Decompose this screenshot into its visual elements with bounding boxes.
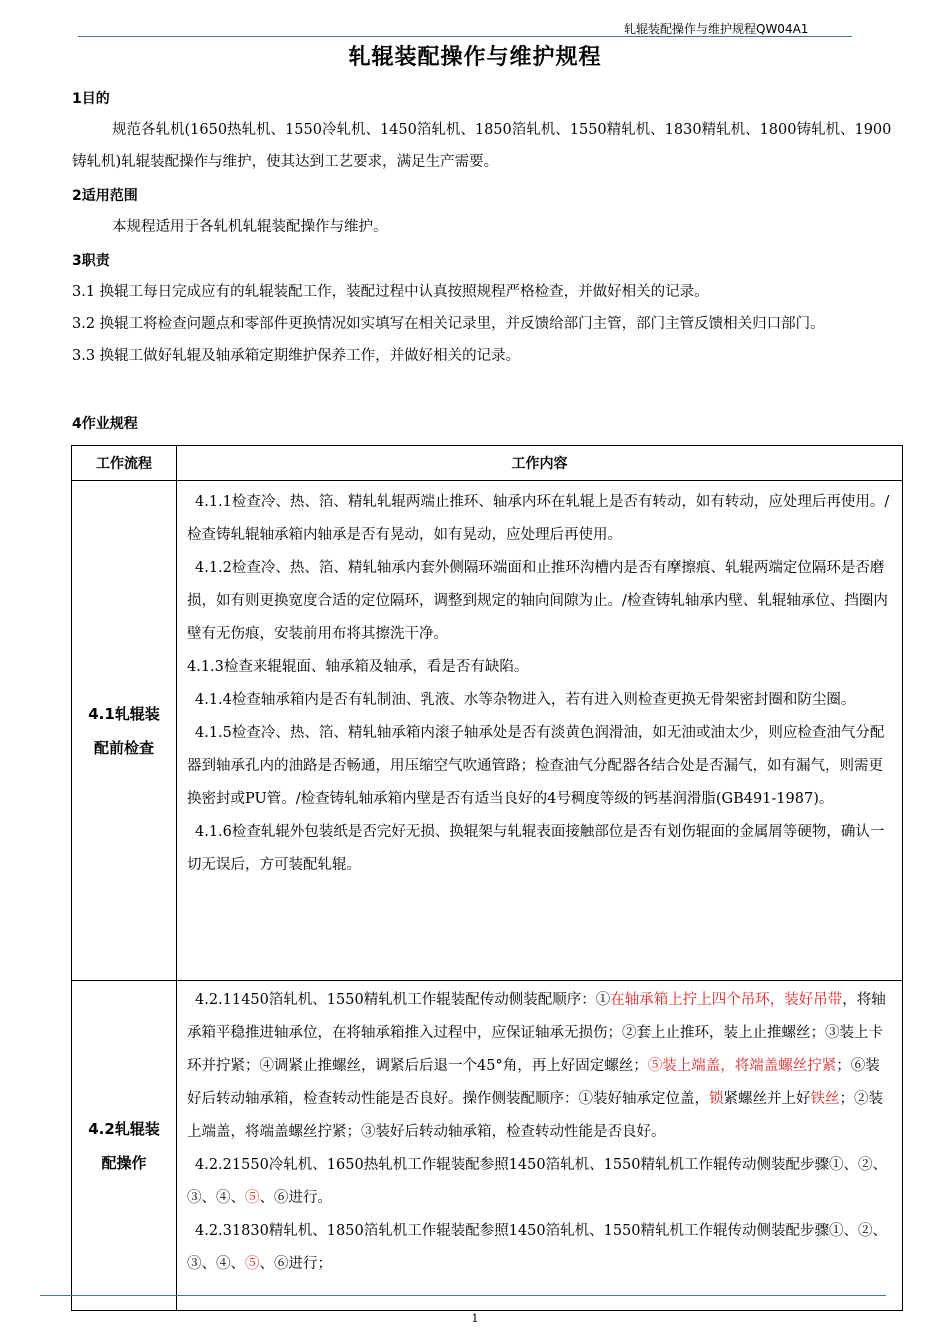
- check-item: 4.1.3检查来辊辊面、轴承箱及轴承，看是否有缺陷。: [187, 659, 529, 675]
- text-run: 4.2.11450箔轧机、1550精轧机工作辊装配传动侧装配顺序：①: [195, 992, 611, 1008]
- table-row: [72, 981, 903, 1311]
- highlight-text: ⑤: [245, 1190, 260, 1206]
- section-3-items: [72, 276, 892, 372]
- stage-label-line: 4.2轧辊装: [88, 1119, 160, 1138]
- check-item: 4.1.5检查冷、热、箔、精轧轴承箱内滚子轴承处是否有淡黄色润滑油，如无油或油太少，则应检查油气分配器到轴承孔内的油路是否畅通，用压缩空气吹通管路；检查油气分配器各结合处是否漏气，如有漏气，则需更换密封或PU管。/检查铸轧轴承箱内壁是否有适当良好的4号稠度等级的钙基润滑脂(GB491-1987)。: [187, 725, 885, 807]
- section-2-heading: 2适用范围: [72, 188, 138, 204]
- highlight-text: 在轴承箱上拧上四个吊环，装好吊带: [610, 992, 843, 1008]
- page-title: 轧辊装配操作与维护规程: [348, 45, 602, 70]
- text-run: ，将轴承箱平稳推进轴承位，在将轴承箱推入过程中，应保证轴承无损伤；②套上止推环，装上止推螺丝；③装上卡环并拧紧；④调紧止推螺丝，调紧后后退一个45°角，再上好固定螺丝；: [187, 992, 886, 1074]
- duty-item: 3.3 换辊工做好轧辊及轴承箱定期维护保养工作，并做好相关的记录。: [72, 348, 521, 364]
- section-1-text: 规范各轧机(1650热轧机、1550冷轧机、1450箔轧机、1850箔轧机、1550精轧机、1830精轧机、1800铸轧机、1900铸轧机)轧辊装配操作与维护，使其达到工艺要求，满足生产需要。: [72, 122, 892, 170]
- page-number: 1: [471, 1312, 479, 1325]
- header-rule: [78, 36, 852, 37]
- assembly-item: [187, 1149, 894, 1215]
- duty-item: 3.2 换辊工将检查问题点和零部件更换情况如实填写在相关记录里，并反馈给部门主管，部门主管反馈相关归口部门。: [72, 316, 825, 332]
- stage-label-line: 配操作: [101, 1153, 147, 1172]
- stage-cell-pre-check: [72, 481, 177, 981]
- section-3-heading: 3职责: [72, 253, 110, 269]
- section-1-heading: 1目的: [72, 91, 110, 107]
- document-reference: 轧辊装配操作与维护规程QW04A1: [624, 22, 809, 36]
- col-header-process: 工作流程: [72, 446, 177, 481]
- text-run: 4.2.21550冷轧机、1650热轧机工作辊装配参照1450箔轧机、1550精轧机工作辊传动侧装配步骤①、②、③、④、: [187, 1157, 887, 1206]
- content-cell-assembly: [177, 981, 903, 1311]
- highlight-text: 铁丝: [810, 1091, 840, 1107]
- procedure-table: [71, 445, 903, 1311]
- footer-rule: [40, 1295, 886, 1296]
- highlight-text: ⑤装上端盖，将端盖螺丝拧紧: [647, 1058, 837, 1074]
- check-item: 4.1.2检查冷、热、箔、精轧轴承内套外侧隔环端面和止推环沟槽内是否有摩擦痕、轧辊两端定位隔环是否磨损，如有则更换宽度合适的定位隔环，调整到规定的轴向间隙为止。/检查铸轧轴承内壁、轧辊轴承位、挡圈内壁有无伤痕，安装前用布将其擦洗干净。: [187, 560, 888, 642]
- text-run: ；②装上端盖，将端盖螺丝拧紧；③装好后转动轴承箱，检查转动性能是否良好。: [187, 1091, 883, 1140]
- check-item: 4.1.4检查轴承箱内是否有轧制油、乳液、水等杂物进入，若有进入则检查更换无骨架密封圈和防尘圈。: [195, 692, 856, 708]
- section-2-text: 本规程适用于各轧机轧辊装配操作与维护。: [112, 219, 388, 235]
- assembly-item: [187, 1215, 894, 1281]
- check-item: 4.1.1检查冷、热、箔、精轧轧辊两端止推环、轴承内环在轧辊上是否有转动，如有转动，应处理后再使用。/检查铸轧辊轴承箱内轴承是否有晃动，如有晃动，应处理后再使用。: [187, 494, 890, 543]
- check-item: 4.1.6检查轧辊外包装纸是否完好无损、换辊架与轧辊表面接触部位是否有划伤辊面的金属屑等硬物，确认一切无误后，方可装配轧辊。: [187, 824, 885, 873]
- stage-label-line: 配前检查: [93, 738, 154, 757]
- text-run: 4.2.31830精轧机、1850箔轧机工作辊装配参照1450箔轧机、1550精轧机工作辊传动侧装配步骤①、②、③、④、: [187, 1223, 887, 1272]
- text-run: 紧螺丝并上好: [723, 1091, 811, 1107]
- highlight-text: ⑤: [245, 1256, 260, 1272]
- highlight-text: 锁: [709, 1091, 724, 1107]
- assembly-item: [187, 984, 894, 1149]
- table-header-row: [72, 446, 903, 481]
- content-cell-pre-check: [177, 481, 903, 981]
- stage-label-line: 4.1轧辊装: [88, 704, 160, 723]
- table-row: [72, 481, 903, 981]
- stage-cell-assembly: [72, 981, 177, 1311]
- section-4-heading: 4作业规程: [72, 416, 138, 432]
- text-run: ；⑥装好后转动轴承箱，检查转动性能是否良好。操作侧装配顺序：①装好轴承定位盖，: [187, 1058, 880, 1107]
- col-header-content: 工作内容: [177, 446, 903, 481]
- text-run: 、⑥进行。: [259, 1190, 332, 1206]
- text-run: 、⑥进行；: [259, 1256, 332, 1272]
- duty-item: 3.1 换辊工每日完成应有的轧辊装配工作，装配过程中认真按照规程严格检查，并做好相关的记录。: [72, 284, 709, 300]
